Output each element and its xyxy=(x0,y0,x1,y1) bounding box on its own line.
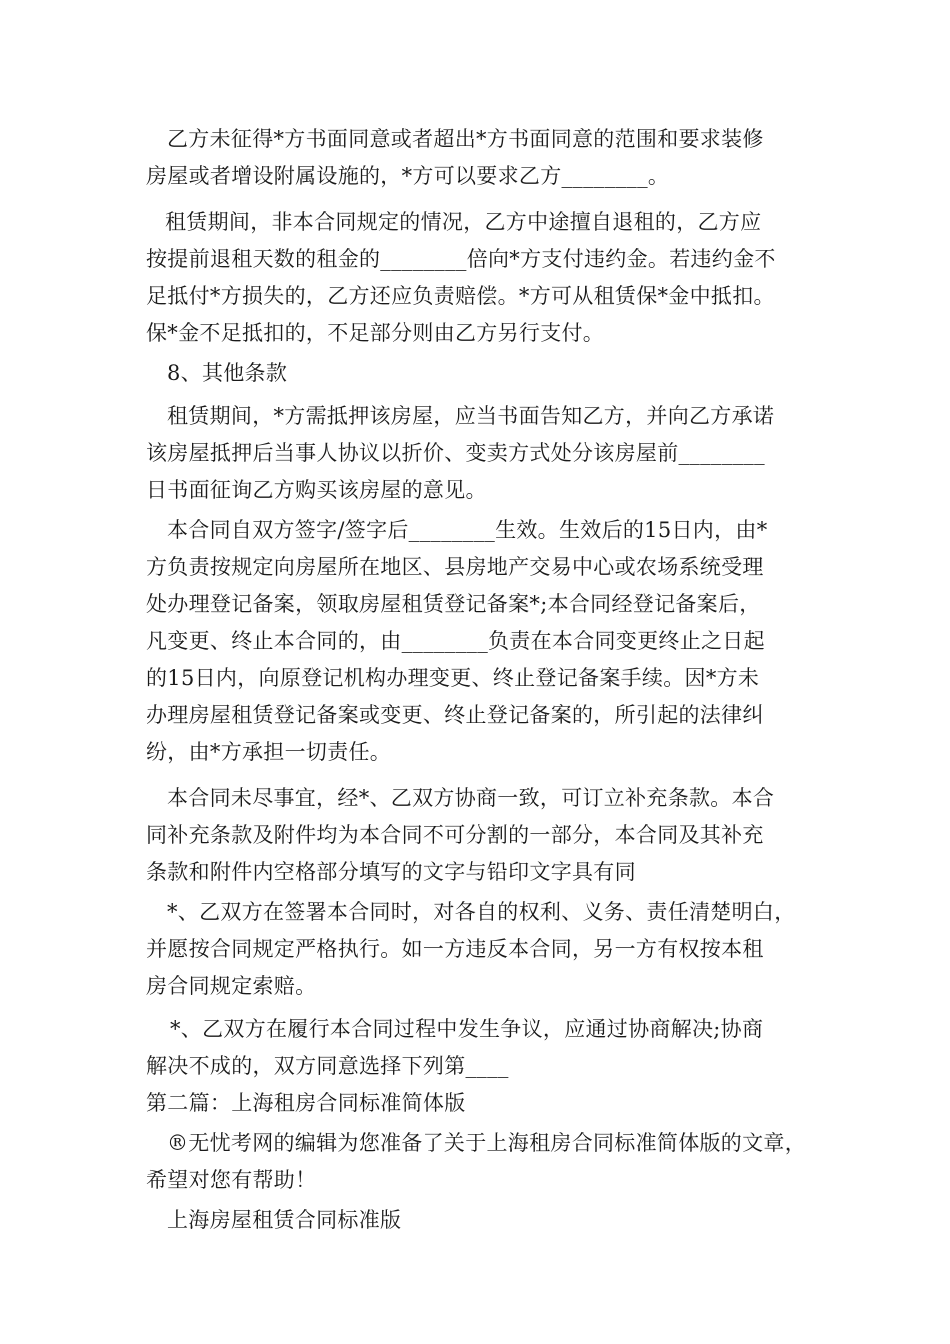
text-line: *、乙双方在签署本合同时，对各自的权利、义务、责任清楚明白， xyxy=(167,900,796,924)
text-line: 保*金不足抵扣的，不足部分则由乙方另行支付。 xyxy=(146,321,605,345)
text-line: 处办理登记备案，领取房屋租赁登记备案*;本合同经登记备案后， xyxy=(146,592,761,616)
paragraph-registration xyxy=(146,512,810,771)
text-line: 并愿按合同规定严格执行。如一方违反本合同，另一方有权按本租 xyxy=(146,937,764,961)
paragraph-rights-obligations xyxy=(146,894,810,1005)
text-line: 上海房屋租赁合同标准版 xyxy=(167,1208,402,1232)
paragraph-mortgage xyxy=(146,398,810,509)
text-line: 解决不成的，双方同意选择下列第____ xyxy=(146,1054,509,1078)
text-line: 该房屋抵押后当事人协议以折价、变卖方式处分该房屋前________ xyxy=(146,441,765,465)
section-heading-other-terms xyxy=(146,355,810,392)
article-heading-second xyxy=(146,1085,810,1122)
text-line: 乙方未征得*方书面同意或者超出*方书面同意的范围和要求装修 xyxy=(167,127,764,151)
text-line: 希望对您有帮助！ xyxy=(146,1168,317,1192)
text-line: 的15日内，向原登记机构办理变更、终止登记备案手续。因*方未 xyxy=(146,666,760,690)
paragraph-early-termination xyxy=(146,204,810,352)
paragraph-dispute-resolution xyxy=(146,1011,810,1085)
text-line: 足抵付*方损失的，乙方还应负责赔偿。*方可从租赁保*金中抵扣。 xyxy=(146,284,775,308)
text-line: 本合同未尽事宜，经*、乙双方协商一致，可订立补充条款。本合 xyxy=(167,786,775,810)
text-line: 办理房屋租赁登记备案或变更、终止登记备案的，所引起的法律纠 xyxy=(146,703,764,727)
text-line: *、乙双方在履行本合同过程中发生争议，应通过协商解决;协商 xyxy=(170,1017,764,1041)
contract-title xyxy=(146,1202,810,1239)
paragraph-decoration-clause xyxy=(146,121,810,195)
document-page xyxy=(146,118,810,1239)
text-line: 纷，由*方承担一切责任。 xyxy=(146,740,392,764)
text-line: 条款和附件内空格部分填写的文字与铅印文字具有同 xyxy=(146,860,636,884)
text-line: 第二篇：上海租房合同标准简体版 xyxy=(146,1091,466,1115)
text-line: 房合同规定索赔。 xyxy=(146,974,317,998)
text-line: 8、其他条款 xyxy=(167,361,288,385)
text-line: 方负责按规定向房屋所在地区、县房地产交易中心或农场系统受理 xyxy=(146,555,764,579)
text-line: 租赁期间，非本合同规定的情况，乙方中途擅自退租的，乙方应 xyxy=(165,210,762,234)
paragraph-editor-note xyxy=(146,1125,810,1199)
text-line: ®无忧考网的编辑为您准备了关于上海租房合同标准简体版的文章， xyxy=(167,1131,806,1155)
text-line: 房屋或者增设附属设施的，*方可以要求乙方________。 xyxy=(146,164,670,188)
paragraph-supplementary-terms xyxy=(146,780,810,891)
text-line: 租赁期间，*方需抵押该房屋，应当书面告知乙方，并向乙方承诺 xyxy=(167,404,775,428)
text-line: 凡变更、终止本合同的，由________负责在本合同变更终止之日起 xyxy=(146,629,765,653)
text-line: 日书面征询乙方购买该房屋的意见。 xyxy=(146,478,487,502)
text-line: 同补充条款及附件均为本合同不可分割的一部分，本合同及其补充 xyxy=(146,823,764,847)
text-line: 本合同自双方签字/签字后________生效。生效后的15日内，由* xyxy=(167,518,768,542)
text-line: 按提前退租天数的租金的________倍向*方支付违约金。若违约金不 xyxy=(146,247,776,271)
